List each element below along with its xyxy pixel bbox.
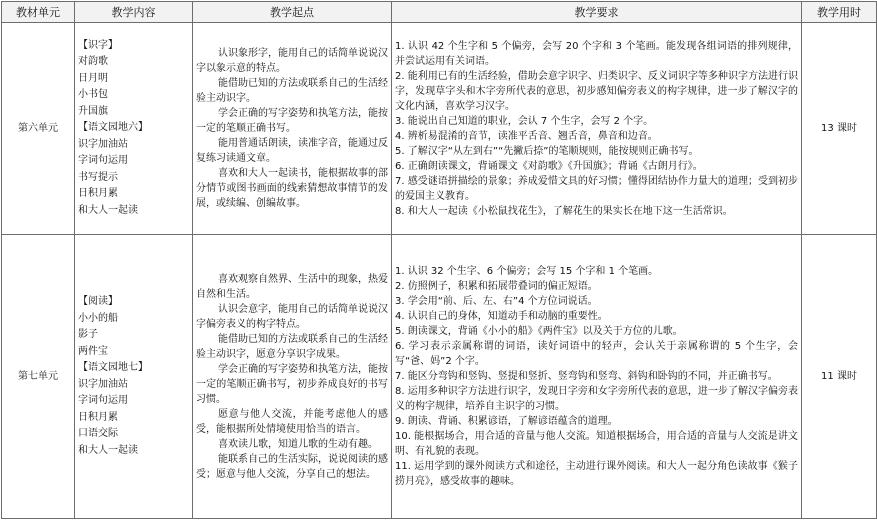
content-item: 书写提示 (78, 171, 118, 183)
teaching-plan-table (1, 1, 877, 519)
requirement-item: 5. 了解汉字“从左到右”“先撇后捺”的笔顺规则，能按规则正确书写。 (395, 145, 699, 157)
content-item: 日月明 (78, 72, 108, 84)
requirement-item: 2. 仿照例子，积累和拓展带叠词的偏正短语。 (395, 281, 598, 292)
requirement-item: 6. 正确朗读课文，背诵课文《对韵歌》《升国旗》；背诵《古朗月行》。 (395, 160, 703, 172)
start-item: 能用普通话朗读，读准字音，能通过反复练习读通文章。 (196, 138, 388, 164)
content-item: 影子 (78, 329, 98, 340)
start-item: 能借助已知的方法或联系自己的生活经验主动识字，愿意分享识字成果。 (196, 333, 388, 360)
start-item: 学会正确的写字姿势和执笔方法，能按一定的笔顺正确书写，初步养成良好的书写习惯。 (196, 363, 388, 405)
start-item: 认识会意字，能用自己的话简单说说汉字偏旁表义的构字特点。 (196, 303, 388, 330)
content-item: 和大人一起读 (78, 444, 138, 456)
requirement-item: 9. 朗读、背诵、积累谚语，了解谚语蕴含的道理。 (395, 416, 618, 427)
start-item: 学会正确的写字姿势和执笔方法，能按一定的笔顺正确书写。 (196, 108, 388, 134)
content-item: 小书包 (78, 89, 108, 101)
start-item: 能借助已知的方法或联系自己的生活经验主动识字。 (196, 78, 388, 104)
hours-cell: 13 课时 (802, 23, 877, 235)
start-item: 喜欢读儿歌，知道儿歌的生动有趣。 (218, 438, 378, 450)
content-item: 识字加油站 (78, 138, 128, 150)
requirement-item: 8. 和大人一起读《小松鼠找花生》，了解花生的果实长在地下这一生活常识。 (395, 205, 733, 217)
content-item: 日积月累 (78, 411, 118, 423)
requirement-item: 7. 感受谜语拼描绘的景象；养成爱惜文具的好习惯；懂得团结协作力量大的道理；受到初步的爱国主义教育。 (395, 175, 798, 202)
requirement-item: 4. 认识自己的身体，知道动手和动脑的重要性。 (395, 311, 608, 322)
requirements-cell (392, 23, 802, 235)
content-item: 【语文园地六】 (78, 122, 148, 134)
requirement-item: 8. 运用多种识字方法进行识字，发现日字旁和女字旁所代表的意思，进一步了解汉字偏旁表义的构字规律，培养自主识字的习惯。 (395, 386, 798, 412)
content-item: 两件宝 (78, 345, 108, 357)
content-item: 升国旗 (78, 105, 108, 117)
header-requirements: 教学要求 (392, 2, 802, 23)
header-hours: 教学用时 (802, 2, 877, 23)
content-item: 【阅读】 (78, 296, 118, 307)
requirement-item: 6. 学习表示亲属称谓的词语，读好词语中的轻声，会认关于亲属称谓的 5 个生字，会写“爸、妈”2 个字。 (395, 341, 798, 367)
table-row (2, 235, 877, 519)
requirement-item: 1. 认识 32 个生字、6 个偏旁；会写 15 个字和 1 个笔画。 (395, 266, 659, 277)
requirement-item: 4. 辨析易混淆的音节，读准平舌音、翘舌音，鼻音和边音。 (395, 130, 658, 142)
requirement-item: 3. 能说出自己知道的职业，会认 7 个生字，会写 2 个字。 (395, 115, 654, 127)
content-item: 字词句运用 (78, 155, 128, 167)
table-row (2, 23, 877, 235)
hours-cell: 11 课时 (802, 235, 877, 519)
requirement-item: 10. 能根据场合，用合适的音量与他人交流。知道根据场合，用合适的音量与人交流是讲文明、有礼貌的表现。 (395, 431, 798, 457)
start-item: 愿意与他人交流，并能考虑他人的感受，能根据所处情境使用恰当的语言。 (196, 408, 388, 435)
content-item: 小小的船 (78, 312, 118, 324)
requirements-cell (392, 235, 802, 519)
header-unit: 教材单元 (2, 2, 75, 23)
start-item: 喜欢和大人一起读书，能根据故事的部分情节或图书画面的线索猜想故事情节的发展，或续编、创编故事。 (196, 168, 388, 209)
content-item: 【识字】 (78, 39, 118, 51)
requirement-item: 2. 能利用已有的生活经验，借助会意字识字、归类识字、反义词识字等多种识字方法进行识字，发现草字头和木字旁所代表的意思，初步感知偏旁表义的构字规律，进一步了解汉字的文化内涵，喜欢学习汉字。 (395, 70, 798, 112)
requirement-item: 5. 朗读课文，背诵《小小的船》《两件宝》以及关于方位的儿歌。 (395, 326, 683, 337)
content-cell (75, 235, 193, 519)
content-item: 字词句运用 (78, 395, 128, 406)
content-item: 【语文园地七】 (78, 362, 148, 373)
requirement-item: 1. 认识 42 个生字和 5 个偏旁，会写 20 个字和 3 个笔画。能发现各组词语的排列规律，并尝试运用有关词语。 (395, 40, 798, 67)
content-item: 识字加油站 (78, 378, 128, 390)
header-row (2, 2, 877, 23)
unit-cell: 第六单元 (2, 23, 75, 235)
content-item: 和大人一起读 (78, 204, 138, 216)
requirement-item: 11. 运用学到的课外阅读方式和途径，主动进行课外阅读。和大人一起分角色读故事《猴子捞月亮》，感受故事的趣味。 (395, 461, 798, 487)
content-item: 对韵歌 (78, 56, 108, 68)
start-item: 喜欢观察自然界、生活中的现象，热爱自然和生活。 (196, 273, 388, 300)
start-cell (193, 23, 392, 235)
start-item: 认识象形字，能用自己的话简单说说汉字以象示意的特点。 (196, 48, 388, 74)
start-item: 能联系自己的生活实际，说说阅读的感受；愿意与他人交流，分享自己的想法。 (196, 453, 388, 480)
requirement-item: 7. 能区分弯钩和竖钩、竖提和竖折、竖弯钩和竖弯、斜钩和卧钩的不同，并正确书写。 (395, 371, 778, 382)
content-item: 口语交际 (78, 428, 118, 439)
content-cell (75, 23, 193, 235)
unit-cell: 第七单元 (2, 235, 75, 519)
content-item: 日积月累 (78, 188, 118, 200)
header-start: 教学起点 (193, 2, 392, 23)
start-cell (193, 235, 392, 519)
requirement-item: 3. 学会用“前、后、左、右”4 个方位词说话。 (395, 296, 598, 307)
header-content: 教学内容 (75, 2, 193, 23)
